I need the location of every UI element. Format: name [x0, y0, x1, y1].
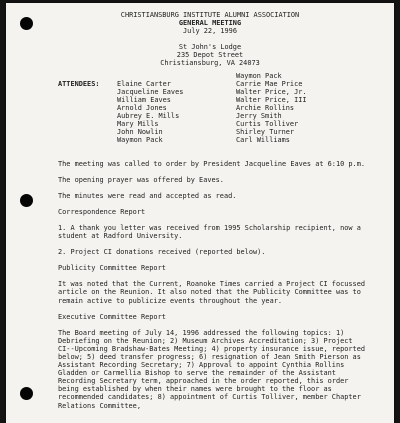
attendee-name: John Nowlin — [117, 128, 163, 137]
attendees-column-2 — [236, 72, 307, 145]
attendee-name: William Eaves — [117, 95, 171, 104]
attendee-name: Arnold Jones — [117, 103, 167, 112]
executive-paragraph: The Board meeting of July 14, 1996 addressed the following topics: 1) Debriefing on the Reunion; 2) Museum Archives Accreditation; 3) Project CI--Upcoming Bradshaw-Bates Meeting; 4) property insurance issue, reported below; 5) deed transfer progress; 6) resignation of Jean Smith Pierson as Assistant Recording Secretary; 7) Approval to appoint Cynthia Rollins Gladden or Carmellia Bishop to serve the remainder of the Assistant Recording Secretary term, approached in the order reported, this order being established by when their names were brought to the floor as recommended candidates; 8) appointment of Curtis Tolliver, member Chapter Relations Committee, — [58, 328, 365, 410]
publicity-paragraph: It was noted that the Current, Roanoke Times carried a Project CI focussed article on the Reunion. It also noted that the Publicity Committee was to remain active to publicize events throughout the year. — [58, 280, 365, 305]
venue-city: Christiansburg, VA 24073 — [160, 59, 260, 68]
attendee-name: Waymon Pack — [117, 136, 163, 145]
attendee-name: Jacqueline Eaves — [117, 87, 184, 96]
venue-street: 235 Depot Street — [176, 51, 244, 60]
section-heading-publicity: Publicity Committee Report — [58, 264, 166, 273]
attendee-name: Mary Mills — [117, 120, 159, 129]
attendee-name: Elaine Carter — [117, 79, 171, 88]
attendee-name: Walter Price, III — [236, 95, 307, 104]
section-heading-executive: Executive Committee Report — [58, 312, 166, 321]
document-page — [6, 3, 394, 423]
attendee-name: Archie Rollins — [236, 103, 295, 112]
attendee-name: Shirley Turner — [236, 128, 295, 137]
minutes-paragraph: The minutes were read and accepted as read. — [58, 191, 237, 200]
meeting-address — [55, 43, 365, 67]
attendee-name: Carrie Mae Price — [236, 79, 303, 88]
attendees-label: ATTENDEES: — [58, 79, 100, 88]
attendee-name: Aubrey E. Mills — [117, 111, 180, 120]
punch-hole-bottom — [20, 387, 33, 400]
punch-hole-top — [20, 17, 33, 30]
section-heading-correspondence: Correspondence Report — [58, 207, 146, 216]
punch-hole-middle — [20, 194, 33, 207]
org-title: CHRISTIANSBURG INSTITUTE ALUMNI ASSOCIATION — [120, 11, 300, 19]
meeting-date: July 22, 1996 — [183, 27, 237, 36]
venue-name: St John's Lodge — [178, 43, 242, 52]
meeting-title: GENERAL MEETING — [178, 19, 242, 28]
correspondence-item-1: 1. A thank you letter was received from 1995 Scholarship recipient, now a student at Radford University. — [58, 223, 361, 241]
correspondence-item-2: 2. Project CI donations received (reported below). — [58, 248, 266, 257]
opening-prayer-paragraph: The opening prayer was offered by Eaves. — [58, 175, 224, 184]
call-to-order-paragraph: The meeting was called to order by President Jacqueline Eaves at 6:10 p.m. — [58, 159, 365, 168]
attendee-name: Carl Williams — [236, 136, 290, 145]
attendee-name: Curtis Tolliver — [236, 120, 299, 129]
attendee-name: Jerry Smith — [236, 112, 282, 121]
attendee-name: Walter Price, Jr. — [236, 87, 307, 96]
document-content — [55, 11, 365, 418]
attendees-column-1 — [117, 80, 183, 145]
attendees-block — [55, 71, 365, 160]
attendee-name: Waymon Pack — [236, 71, 282, 80]
